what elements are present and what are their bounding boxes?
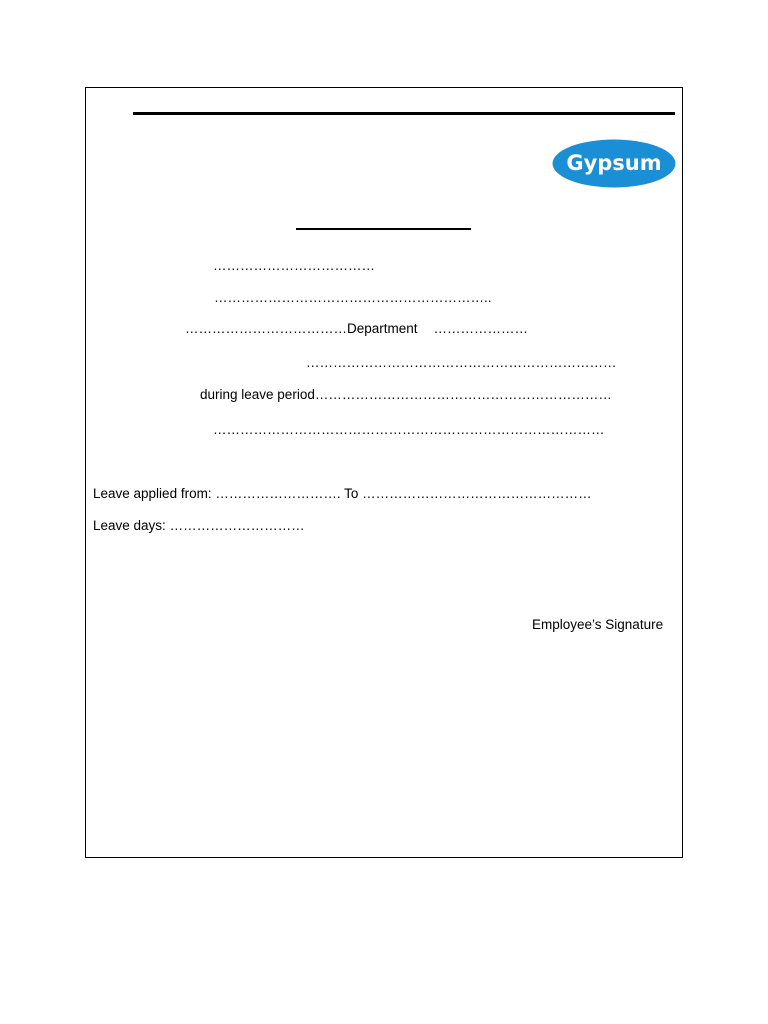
leave-to-dots: ……………………………………………	[362, 486, 592, 501]
leave-from-dots: ……………………….	[215, 486, 341, 501]
employee-signature-label: Employee’s Signature	[532, 617, 664, 632]
leave-dates-line	[93, 486, 592, 502]
leave-period-line	[200, 387, 612, 403]
leave-days-label: Leave days:	[93, 518, 166, 533]
department-label: Department	[347, 321, 418, 336]
leave-period-dots: …………………………………………………………	[314, 387, 612, 402]
form-blank-line-6: ……………………………………………………………………………	[213, 422, 605, 437]
form-border	[85, 87, 683, 858]
header-rule	[133, 112, 675, 115]
form-blank-line-4: ……………………………………………………………	[306, 355, 617, 370]
department-dots: ………………………………	[185, 321, 347, 336]
leave-from-label: Leave applied from:	[93, 486, 212, 501]
department-line	[185, 321, 528, 337]
department-trailing-dots: …………………	[433, 321, 529, 336]
leave-days-dots: …………………………	[169, 518, 305, 533]
logo-text: Gypsum	[566, 151, 662, 175]
gypsum-logo	[552, 139, 676, 188]
leave-period-label: during leave period	[200, 387, 315, 402]
title-underline	[296, 228, 471, 230]
form-blank-line-2: ……………………………………………………..	[214, 290, 492, 305]
leave-days-line	[93, 518, 305, 534]
form-blank-line-1: ………………………………	[213, 258, 375, 273]
leave-to-label: To	[344, 486, 359, 501]
